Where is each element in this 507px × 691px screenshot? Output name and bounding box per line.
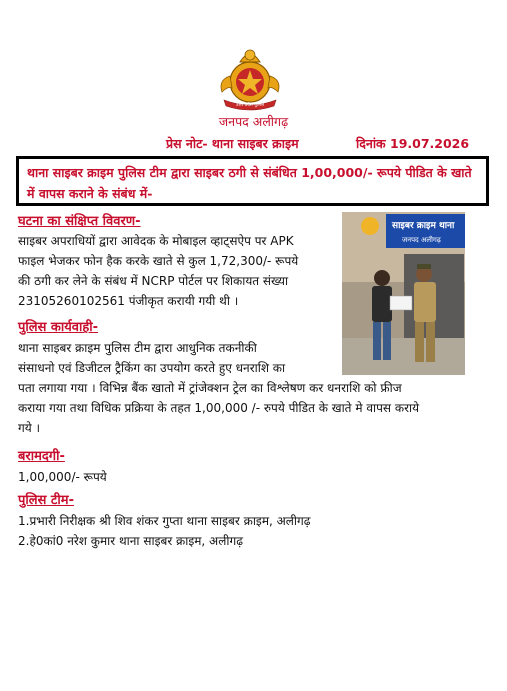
up-police-emblem — [214, 40, 286, 112]
headline-box — [16, 156, 489, 206]
team-member: 1.प्रभारी निरीक्षक श्री शिव शंकर गुप्ता थाना साइबर क्राइम, अलीगढ़ — [18, 514, 311, 528]
sign-title: साइबर क्राइम थाना — [392, 221, 455, 231]
emblem-text: उत्तर प्रदेश पुलिस — [235, 103, 265, 108]
handover-photo — [342, 212, 465, 375]
action-line: पता लगाया गया । विभिन्न बैंक खातो में ट्रांजेक्शन ट्रेल का विश्लेषण कर धनराशि को फ्रीज — [18, 381, 402, 395]
team-list — [18, 511, 470, 551]
incident-line: की ठगी कर लेने के संबंध में NCRP पोर्टल पर शिकायत संख्या — [18, 274, 289, 288]
action-heading: पुलिस कार्यवाही- — [18, 320, 99, 335]
action-line: संसाधनो एवं डिजीटल ट्रैकिंग का उपयोग करते हुए धनराशि का — [18, 361, 286, 375]
action-paragraph-top — [18, 338, 336, 378]
recovery-heading: बरामदगी- — [18, 449, 65, 464]
incident-line: 23105260102561 पंजीकृत करायी गयी थी । — [18, 294, 239, 308]
press-date: दिनांक 19.07.2026 — [356, 136, 470, 151]
sign-subtitle: जनपद अलीगढ़ — [402, 236, 441, 244]
district-name: जनपद अलीगढ़ — [218, 114, 289, 129]
action-line: कराया गया तथा विधिक प्रक्रिया के तहत 1,00,000 /- रुपये पीडित के खाते मे वापस कराये — [18, 401, 420, 415]
team-heading: पुलिस टीम- — [18, 493, 74, 508]
action-paragraph-bottom — [18, 378, 470, 438]
recovery-amount: 1,00,000/- रूपये — [18, 470, 107, 484]
incident-line: फाइल भेजकर फोन हैक करके खाते से कुल 1,72,300/- रूपये — [18, 254, 299, 268]
press-note-title: प्रेस नोट- थाना साइबर क्राइम — [166, 136, 299, 151]
headline-text: थाना साइबर क्राइम पुलिस टीम द्वारा साइबर ठगी से संबंधित 1,00,000/- रूपये पीडित के खाते में वापस कराने के संबंध में- — [27, 165, 472, 201]
incident-paragraph — [18, 231, 336, 311]
action-line: गये । — [18, 421, 41, 435]
incident-heading: घटना का संक्षिप्त विवरण- — [18, 214, 141, 229]
team-member: 2.हे0कां0 नरेश कुमार थाना साइबर क्राइम, अलीगढ़ — [18, 534, 243, 548]
incident-line: साइबर अपराधियों द्वारा आवेदक के मोबाइल व्हाट्सऐप पर APK — [18, 234, 294, 248]
action-line: थाना साइबर क्राइम पुलिस टीम द्वारा आधुनिक तकनीकी — [18, 341, 257, 355]
